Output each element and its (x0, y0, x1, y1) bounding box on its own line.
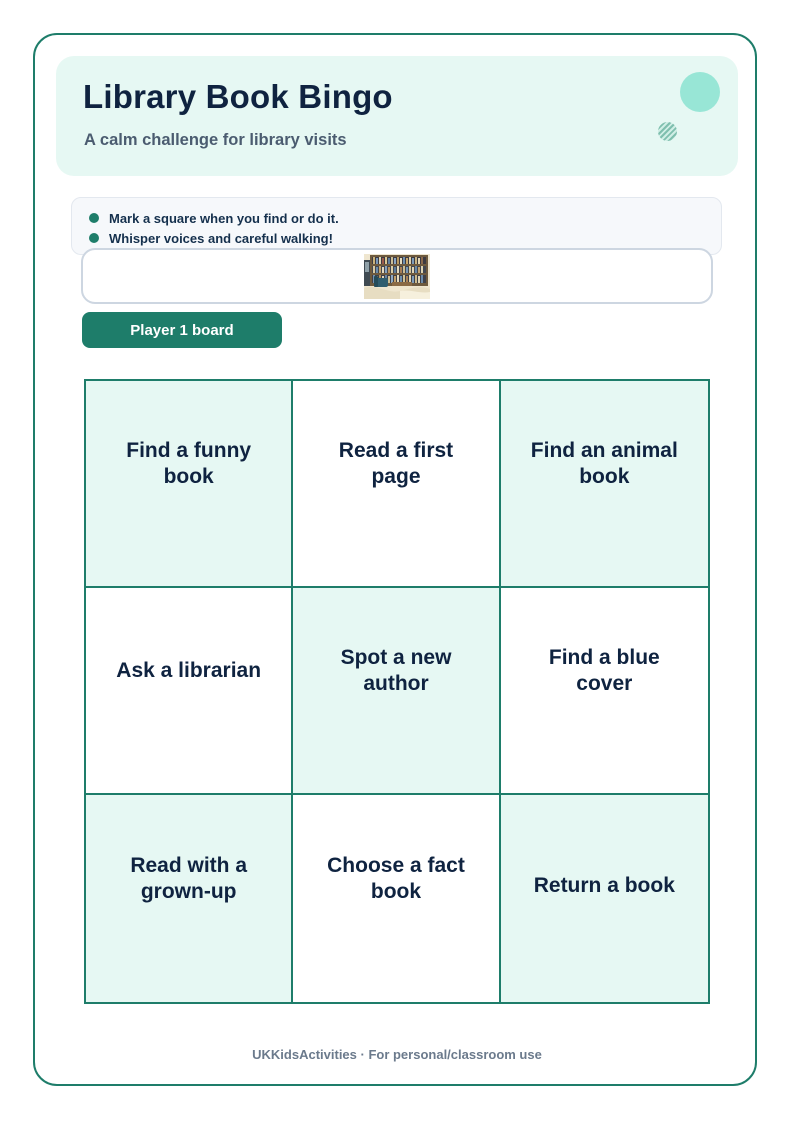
bingo-cell[interactable]: Find a funny book (86, 381, 293, 588)
bingo-cell[interactable]: Return a book (501, 795, 708, 1002)
bingo-cell[interactable]: Read with a grown-up (86, 795, 293, 1002)
bullet-icon (89, 233, 99, 243)
decorative-circle-large (680, 72, 720, 112)
decorative-circle-small (658, 122, 677, 141)
rule-text: Whisper voices and careful walking! (109, 230, 333, 246)
bingo-cell[interactable]: Find a blue cover (501, 588, 708, 795)
rule-item (89, 228, 721, 248)
bingo-cell[interactable]: Find an animal book (501, 381, 708, 588)
rule-item (89, 208, 721, 228)
header-panel (56, 56, 738, 176)
image-banner (81, 248, 713, 304)
page-title: Library Book Bingo (83, 78, 393, 115)
library-bookshelf-image (364, 254, 430, 299)
bingo-cell[interactable]: Spot a new author (293, 588, 500, 795)
player-board-label: Player 1 board (82, 312, 282, 348)
bingo-grid (84, 379, 710, 1004)
footer-text: UKKidsActivities · For personal/classroom use (252, 1047, 542, 1062)
bingo-cell[interactable]: Ask a librarian (86, 588, 293, 795)
bingo-cell[interactable]: Read a first page (293, 381, 500, 588)
bullet-icon (89, 213, 99, 223)
bingo-cell[interactable]: Choose a fact book (293, 795, 500, 1002)
rules-list (72, 198, 721, 248)
rule-text: Mark a square when you find or do it. (109, 210, 339, 226)
rules-box (71, 197, 722, 255)
page-subtitle: A calm challenge for library visits (84, 131, 347, 149)
